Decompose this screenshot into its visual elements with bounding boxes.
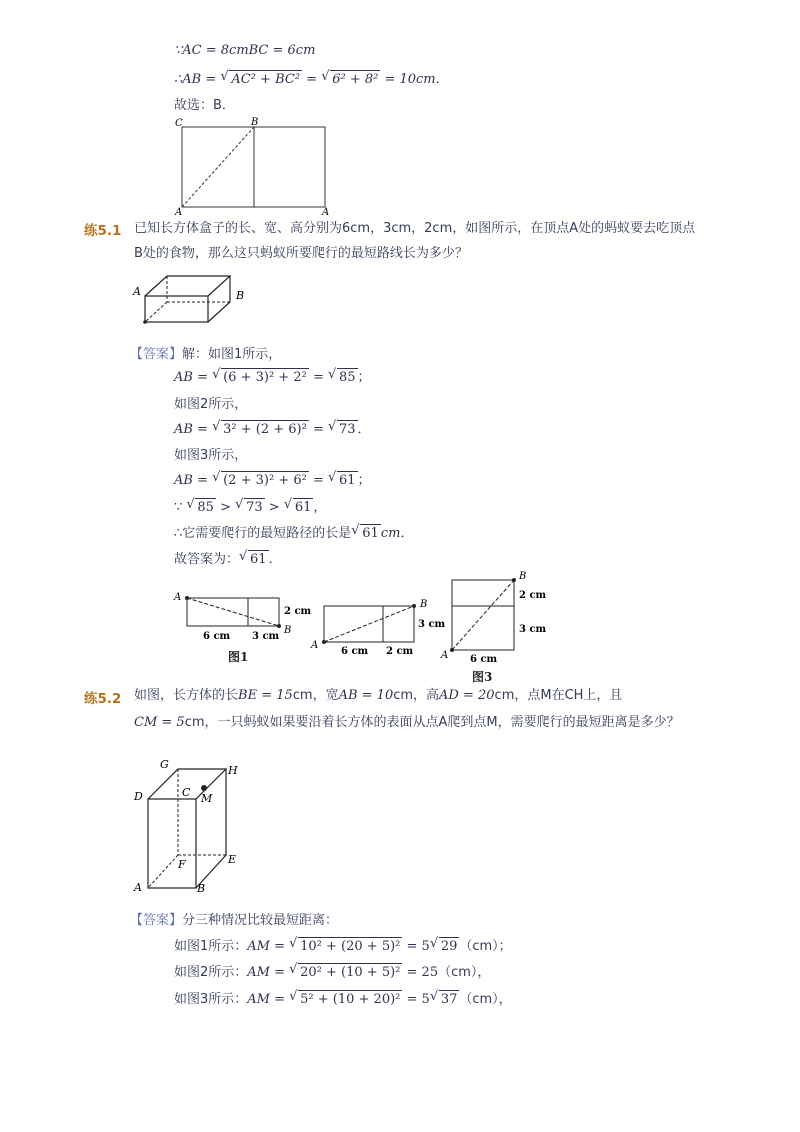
because-symbol: ∵ [174,500,187,515]
label-a: A [133,285,141,298]
label-h: H [228,764,238,777]
point-b [512,578,516,582]
ex52-result-1 [174,937,512,956]
label-f: F [178,858,186,871]
label-a-right: A [322,207,330,218]
am: AM = [247,939,290,954]
sqrt: √ 29 [429,936,458,954]
case-label: 如图3所示： [174,992,248,1007]
radicand: 85 [338,370,356,385]
label-g: G [160,758,169,771]
ex51-fig3-intro: 如图3所示， [174,448,248,463]
label-a: A [311,640,319,651]
ex52-question-line1 [134,687,622,705]
eq-mid: = [308,370,328,385]
ex51-comparison [174,498,326,517]
right-face [208,276,230,322]
label-a: A [174,592,182,603]
ex52-result-2 [174,963,490,982]
unit: （cm）； [459,939,512,954]
eq-mid: = [308,473,328,488]
answer-tag: 【答案】 [130,347,183,362]
label-a-left: A [175,207,183,218]
vertex-dot [143,320,147,324]
radicand: 29 [440,939,458,954]
proof-given: ∵AC = 8cmBC = 6cm [174,43,316,58]
ex51-eq2 [174,420,371,439]
am: AM = [247,965,290,980]
gt-symbol: > [215,500,236,515]
radicand: (2 + 3)² + 6² [223,473,307,488]
radicand: 85 [197,500,214,515]
fig3-path [452,580,514,650]
front-face [145,296,208,322]
ex51-eq3 [174,471,371,490]
sqrt: √ 10² + (20 + 5)² [289,936,401,954]
eq-prefix: AB = [174,370,213,385]
eq-mid: = [308,422,328,437]
radicand: 61 [338,473,356,488]
q-text: cm，一只蚂蚁如果要沿着长方体的表面从点A爬到点M，需要爬行的最短距离是多少？ [184,715,680,730]
label-c: C [182,786,191,799]
label-b: B [420,599,428,610]
case-label: 如图1所示： [174,939,248,954]
ex51-answer-header [130,346,281,364]
eq-value: = 5 [402,992,430,1007]
math-cm: CM = 5 [134,715,185,730]
dim-width-1: 6 cm [203,631,231,642]
dim-height: 2 cm [284,606,312,617]
radicand: 61 [362,526,379,541]
label-a: A [441,650,449,661]
unfolded-rect-figure [170,114,335,216]
exercise-label-5-1: 练5.1 [84,223,122,239]
sqrt: √ 61 [351,523,379,541]
case-label: 如图2所示： [174,965,248,980]
sqrt: √ 61 [327,470,356,488]
answer-intro: 分三种情况比较最短距离： [182,913,339,928]
eq-mid: = [302,72,322,87]
sqrt: √ 6² + 8² [321,69,379,87]
eq-prefix: AB = [174,422,213,437]
exercise-label-5-2: 练5.2 [84,691,122,707]
tall-cuboid-figure [130,756,255,896]
front-face [148,799,196,888]
sqrt: √ 3² + (2 + 6)² [212,419,307,437]
ex51-question-line1: 已知长方体盒子的长、宽、高分别为6cm，3cm，2cm，如图所示，在顶点A处的蚂蚁要去吃顶点 [134,221,696,236]
answer-intro: 解：如图1所示， [182,347,282,362]
dim-height: 3 cm [418,619,446,630]
radicand: 73 [246,500,263,515]
dashed-path [182,127,254,207]
unit: cm [380,526,401,541]
gt-symbol: > [264,500,284,515]
ex51-conclusion [174,524,413,543]
label-m: M [201,792,213,805]
ex51-question-line2: B处的食物，那么这只蚂蚁所要爬行的最短路线长为多少？ [134,246,468,261]
math-ad: AD = 20 [439,688,495,703]
right-face [196,769,226,888]
math-ab: AB = 10 [338,688,394,703]
radicand: 73 [338,422,356,437]
label-d: D [134,790,143,803]
answer-tag: 【答案】 [130,913,183,928]
sqrt: √ 5² + (10 + 20)² [289,989,401,1007]
label-b: B [197,882,206,895]
period: ． [400,526,414,541]
sqrt: √ AC² + BC² [220,69,301,87]
ex51-fig3 [436,570,556,668]
label-e: E [228,853,237,866]
eq-prefix: AB = [174,473,213,488]
q-text: cm，点M在CH上，且 [494,688,623,703]
point-b [277,624,281,628]
radicand: (6 + 3)² + 2² [223,370,307,385]
hidden-edge [145,302,167,322]
label-b: B [519,571,527,582]
eq-suffix: ； [357,370,371,385]
point-a [450,648,454,652]
point-a [322,640,326,644]
label-c: C [175,118,183,129]
am: AM = [247,992,290,1007]
fig1-caption: 图1 [228,650,249,664]
unit: （cm）， [459,992,512,1007]
radicand: 5² + (10 + 20)² [300,992,401,1007]
sqrt: √ 61 [283,497,312,515]
top-face [145,276,230,296]
radicand: 61 [250,552,267,567]
sqrt: √ 73 [235,497,263,515]
eq-suffix: ； [357,473,371,488]
q-text: 如图，长方体的长 [134,688,239,703]
dim-width-2: 2 cm [386,646,414,657]
sqrt: √ 61 [239,549,267,567]
sqrt: √ (2 + 3)² + 6² [212,470,307,488]
cuboid-figure [130,264,255,329]
eq-value: = 5 [402,939,430,954]
sqrt: √ 20² + (10 + 5)² [289,962,401,980]
hidden-edge [148,855,178,888]
dim-height-1: 2 cm [519,590,547,601]
radicand: 61 [294,500,312,515]
label-b: B [284,625,292,636]
radicand: 20² + (10 + 5)² [300,965,401,980]
period: ． [268,552,282,567]
ex51-fig1 [170,588,312,648]
q-text: cm，宽 [292,688,339,703]
point-a [185,596,189,600]
dim-width-1: 6 cm [341,646,369,657]
label-a: A [134,881,142,894]
sqrt: √ 85 [186,497,214,515]
label-b: B [236,289,245,302]
ex52-result-3 [174,990,512,1009]
eq-prefix: ∴AB = [174,72,221,87]
comma: ， [313,500,327,515]
dim-height-2: 3 cm [519,624,547,635]
ex51-fig2 [306,594,446,658]
fig3-caption: 图3 [472,670,493,684]
sqrt: √ 73 [327,419,356,437]
radicand: 6² + 8² [332,72,379,87]
dim-width: 6 cm [470,654,498,665]
q-text: cm，高 [393,688,440,703]
math-be: BE = 15 [238,688,293,703]
fig1-path [187,598,279,626]
eq-value: = 25 [402,965,439,980]
eq-suffix: ． [357,422,371,437]
label-b: B [251,117,259,128]
point-b [412,604,416,608]
ex51-eq1 [174,368,371,387]
ex51-fig2-intro: 如图2所示， [174,397,248,412]
proof-ab-equation [174,70,440,89]
radicand: 37 [440,992,458,1007]
eq-suffix: = 10cm. [380,72,440,87]
proof-choice: 故选：B． [174,98,235,113]
radicand: 10² + (20 + 5)² [300,939,401,954]
radicand: 3² + (2 + 6)² [223,422,307,437]
radicand: AC² + BC² [231,72,301,87]
sqrt: √ 37 [429,989,458,1007]
point-m [201,785,207,791]
sqrt: √ (6 + 3)² + 2² [212,367,307,385]
ex52-question-line2 [134,714,680,732]
final-prefix: 故答案为： [174,552,240,567]
ex52-answer-header [130,912,338,930]
fig2-path [324,606,414,642]
sqrt: √ 85 [327,367,356,385]
conclusion-text: ∴它需要爬行的最短路径的长是 [174,526,352,541]
dim-width-2: 3 cm [252,631,280,642]
ex51-final-answer [174,550,282,569]
unit: （cm）， [438,965,491,980]
